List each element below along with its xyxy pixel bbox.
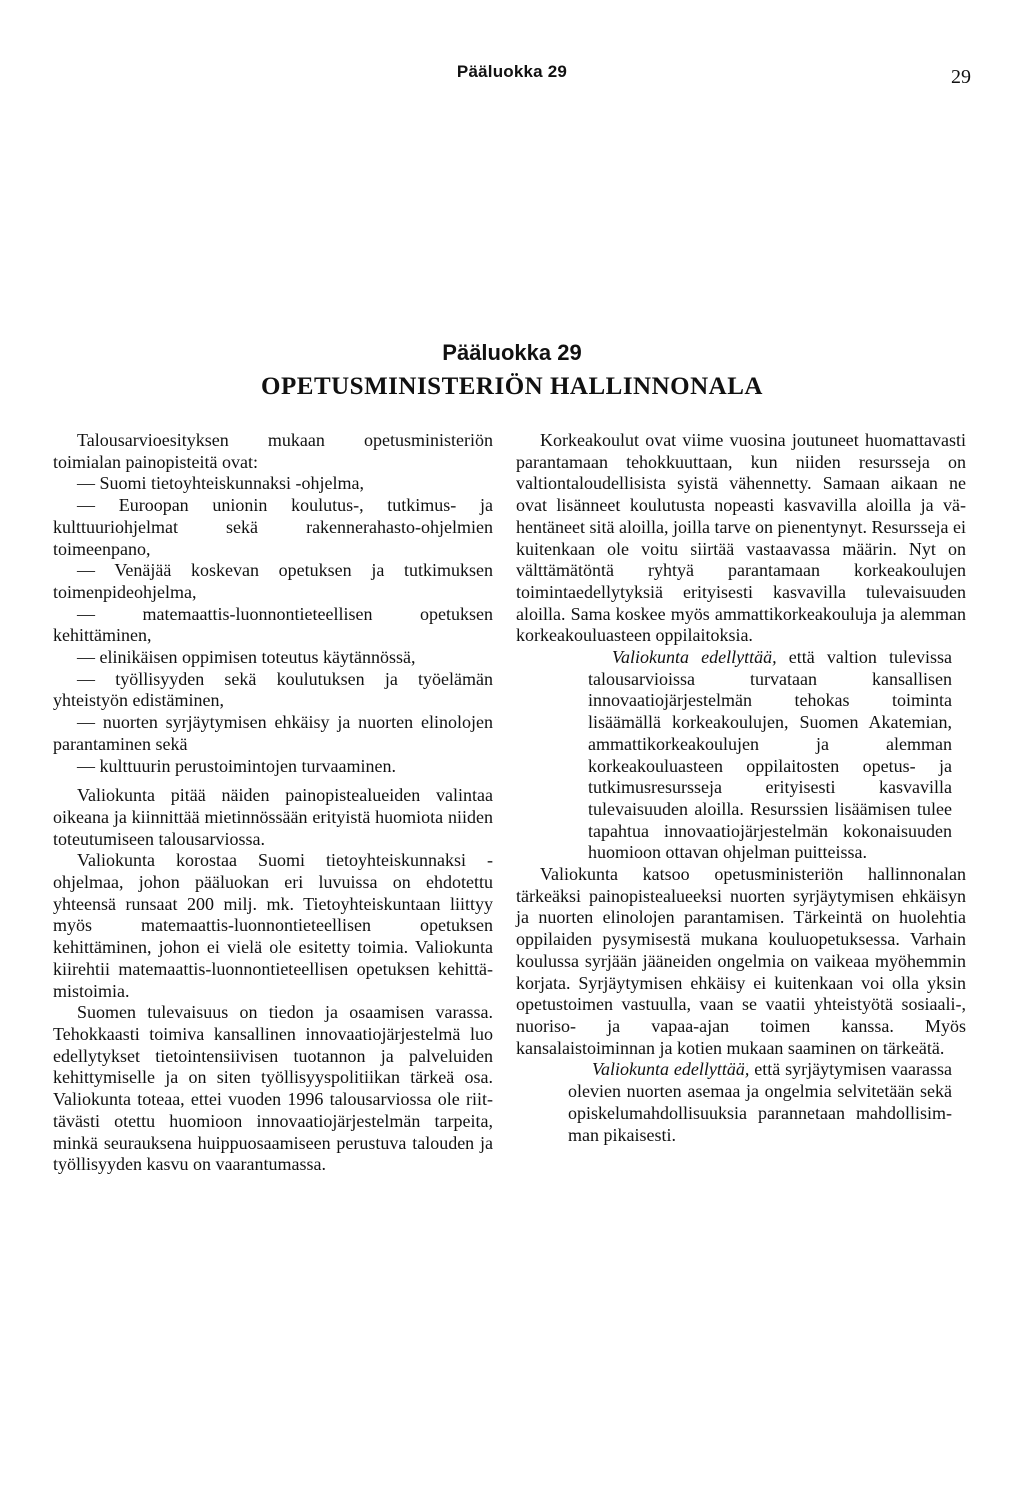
running-head: Pääluokka 29 (456, 62, 568, 81)
body-paragraph: Valiokunta katsoo opetusministeriön hallinnonalan tärkeäksi painopistealueeksi nuorten syrjäytymisen ehkäisyn ja nuorten elinolojen parantamisen. Tärkeintä on huolehtia oppilaiden pysymisestä mukana kouluopetuksessa. Varhain koulussa syrjään jääneiden ongelmia on vaikeaa myöhemmin korjata. Syrjäytymisen ehkäisy ei kuitenkaan voi olla yksin opetustoimen vastuulla, vaan se vaatii yhteistyötä sosiaali-, nuoriso- ja vapaa-ajan toimen kanssa. Myös kansalaistoiminnan ja kotien mukaan saaminen on tärkeätä. (516, 864, 966, 1058)
body-paragraph: Valiokunta korostaa Suomi tietoyhteiskunnaksi -ohjelmaa, johon pääluokan eri luvuissa on ehdotettu yhteensä runsaat 200 milj. mk. Tietoyhteiskuntaan liittyy myös matemaattis-luonnontieteellisen opetuksen kehittäminen, johon ei vielä ole esitetty toimia. Valiokunta kiirehtii matemaattis-luonnontieteellisen opetuksen kehittämistoimia. (53, 850, 493, 1001)
statement-text: että valtion tulevissa talousarvioissa turvataan kansallisen innovaatiojärjestelmän tehokas toiminta lisäämällä korkeakoulujen, Suomen Akatemian, ammattikorkeakoulujen ja alemman korkeakouluasteen oppilaitosten opetus- ja tutkimusresursseja erityisesti kasvavilla tulevaisuuden aloilla. Resurssien lisäämisen tulee tapahtua innovaatiojärjestelmän kokonaisuuden huomioon ottavan ohjelman puitteissa. (588, 647, 952, 863)
list-item: — Suomi tietoyhteiskunnaksi -ohjelma, (77, 473, 364, 494)
list-item: — matemaattis-luonnontieteellisen opetuksen kehittäminen, (53, 603, 493, 646)
list-item: — elinikäisen oppimisen toteutus käytännössä, (77, 647, 416, 668)
chapter-title: OPETUSMINISTERIÖN HALLINNONALA (261, 373, 763, 400)
list-item: — kulttuurin perustoimintojen turvaaminen. (77, 755, 396, 776)
list-item: — nuorten syrjäytymisen ehkäisy ja nuorten elinolojen parantaminen sekä (53, 712, 493, 754)
list-item: — työllisyyden sekä koulutuksen ja työelämän yhteistyön edistäminen, (53, 668, 493, 711)
statement-lead: Valiokunta edellyttää, (592, 1059, 750, 1080)
statement-lead: Valiokunta edellyttää, (612, 647, 777, 668)
body-paragraph: Suomen tulevaisuus on tiedon ja osaamisen varassa. Tehokkaasti toimiva kansallinen innovaatiojärjestelmä luo edellytykset tietointensiivisen tuotannon ja palveluiden kehittymiselle ja on siten työllisyyspolitiikan tärkeä osa. Valiokunta toteaa, ettei vuoden 1996 talousarviossa ole riittävästi otettu huomioon innovaatiojärjestelmän tarpeita, minkä seurauksena huippuosaamiseen perustuva talouden ja työllisyyden kasvu on vaarantumassa. (53, 1002, 493, 1175)
right-column (516, 430, 966, 1146)
list-item: — Venäjää koskevan opetuksen ja tutkimuksen toimenpideohjelma, (53, 560, 493, 602)
intro-paragraph: Talousarvioesityksen mukaan opetusministeriön toimialan painopisteitä ovat: (53, 430, 493, 472)
list-item: — Euroopan unionin koulutus-, tutkimus- ja kulttuuriohjelmat sekä rakennerahasto-ohjelmien toimeenpano, (53, 495, 493, 559)
committee-statement (568, 1059, 952, 1146)
committee-statement (588, 647, 952, 864)
body-paragraph: Korkeakoulut ovat viime vuosina joutuneet huomattavasti parantamaan tehokkuuttaan, kun niiden resursseja on valtiontaloudellisista syistä vähennetty. Samaan aikaan ne ovat lisänneet koulutusta nopeasti kasvavilla aloilla ja vähentäneet sitä aloilla, joilla tarve on pienentynyt. Resursseja ei kuitenkaan ole voitu siirtää vastaavassa määrin. Nyt on välttämätöntä ryhtyä parantamaan korkeakoulujen toimintaedellytyksiä erityisesti kasvavilla tulevaisuuden aloilla. Sama koskee myös ammattikorkeakouluja ja alemman korkeakouluasteen oppilaitoksia. (516, 430, 966, 646)
left-column (53, 430, 493, 1176)
chapter-label: Pääluokka 29 (442, 340, 582, 365)
body-paragraph: Valiokunta pitää näiden painopistealueiden valintaa oikeana ja kiinnittää mietinnössään erityistä huomiota niiden toteutumiseen talousarviossa. (53, 785, 493, 849)
page-number: 29 (951, 66, 971, 88)
statement-text: että syrjäytymisen vaarassa olevien nuorten asemaa ja ongelmia selvitetään sekä opiskelumahdollisuuksia parannetaan mahdollisimman pikaisesti. (568, 1059, 952, 1145)
